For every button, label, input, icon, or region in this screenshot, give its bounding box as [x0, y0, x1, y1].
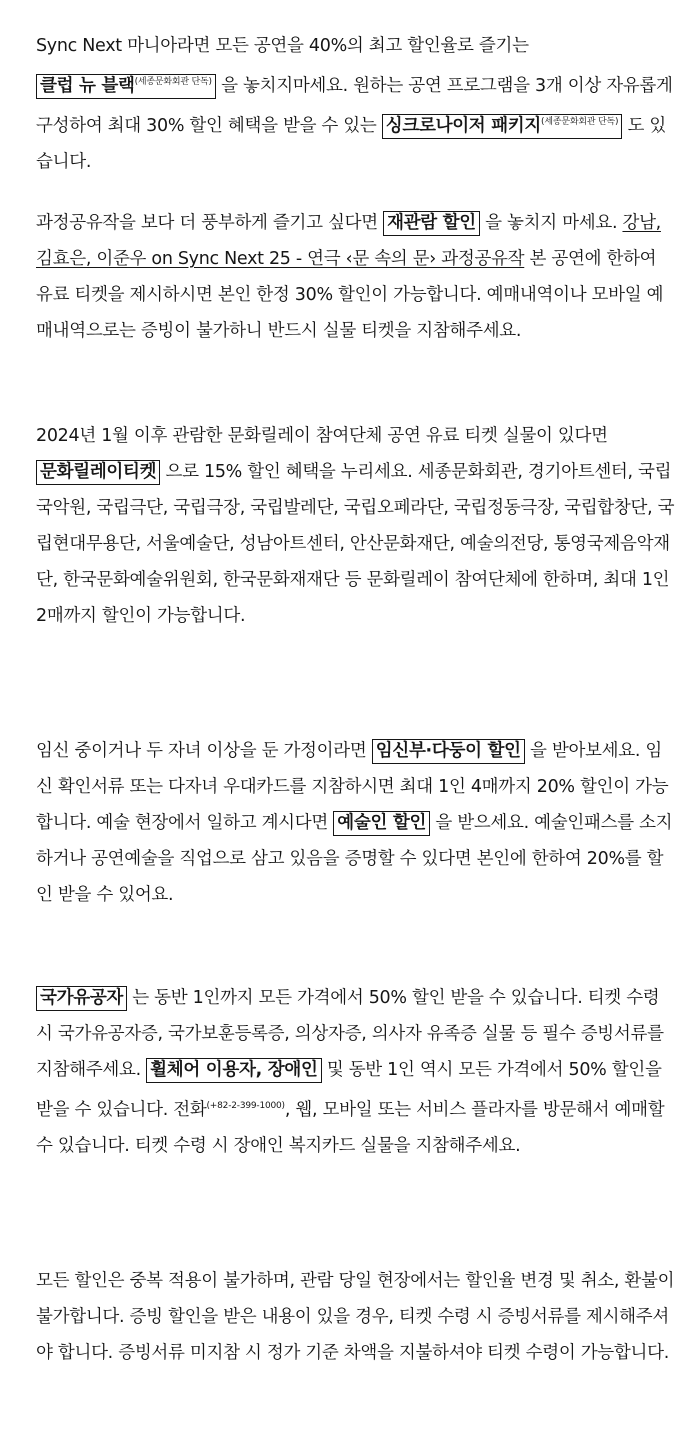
- revisit-discount-badge: 재관람 할인: [383, 211, 480, 236]
- revisit-discount-paragraph: [36, 205, 676, 349]
- general-notice-paragraph: [36, 1263, 676, 1371]
- family-intro-text: 임신 중이거나 두 자녀 이상을 둔 가정이라면: [36, 741, 367, 761]
- synchronizer-package-label: 싱크로나이저 패키지: [385, 116, 542, 136]
- phone-number[interactable]: (+82-2-399-1000): [206, 1101, 285, 1111]
- culture-relay-body-text: 으로 15% 할인 혜택을 누리세요.: [165, 462, 413, 482]
- disability-booking-text: , 웹, 모바일 또는 서비스 플라자를 방문해서 예매할 수 있습니다. 티켓 수령 시 장애인 복지카드 실물을 지참해주세요.: [36, 1100, 665, 1156]
- club-intro-text: Sync Next 마니아라면 모든 공연을 40%의 최고 할인율로 즐기는: [36, 36, 529, 56]
- revisit-intro-text: 과정공유작을 보다 더 풍부하게 즐기고 싶다면: [36, 213, 378, 233]
- culture-relay-partners-text: 세종문화회관, 경기아트센터, 국립국악원, 국립극단, 국립극장, 국립발레단, 국립오페라단, 국립정동극장, 국립합창단, 국립현대무용단, 서울예술단, 성남아트센터, 안산문화재단, 예술의전당, 통영국제음악재단, 한국문화예술위원회, 한국문화재재단 등 문화릴레이 참여단체에 한하며, 최대 1인 2매까지 할인이 가능합니다.: [36, 462, 675, 626]
- family-artist-discount-paragraph: [36, 733, 676, 913]
- package-tail-text: 도 있습니다.: [36, 116, 667, 172]
- revisit-body-text-2: 마세요.: [562, 213, 618, 233]
- culture-relay-ticket-badge: 문화릴레이티켓: [36, 460, 160, 485]
- club-package-paragraph: [36, 28, 676, 180]
- process-sharing-work-link[interactable]: 강남, 김효은, 이준우 on Sync Next 25 - 연극 ‹문 속의 문› 과정공유작: [36, 213, 661, 269]
- club-new-black-badge: [36, 74, 216, 99]
- wheelchair-disability-badge: 휠체어 이용자, 장애인: [146, 1058, 321, 1083]
- club-body-text: 을 놓치지마세요. 원하는 공연 프로그램을: [221, 76, 530, 96]
- revisit-detail-text: 본 공연에 한하여 유료 티켓을 제시하시면 본인 한정 30% 할인이 가능합니다. 예매내역이나 모바일 예매내역으로는 증빙이 불가하니 반드시 실물 티켓을 지참해주세요.: [36, 249, 664, 341]
- artist-body-text: 을 받으세요. 예술인패스를 소지하거나 공연예술을 직업으로 삼고 있음을 증명할 수 있다면 본인에 한하여 20%를 할인 받을 수 있어요.: [36, 813, 673, 905]
- national-merit-body-text: 는 동반 1인까지 모든 가격에서 50% 할인 받을 수 있습니다. 티켓 수령 시 국가유공자증, 국가보훈등록증, 의상자증, 의사자 유족증 실물 등 필수 증빙서류를 지참해주세요.: [36, 988, 664, 1080]
- synchronizer-venue-note: (세종문화회관 단독): [541, 117, 619, 127]
- package-intro-text: 3개 이상 자유롭게 구성하여 최대 30% 할인 혜택을 받을 수 있는: [36, 76, 673, 136]
- club-venue-note: (세종문화회관 단독): [134, 77, 212, 87]
- family-body-text: 을 받아보세요. 임신 확인서류 또는 다자녀 우대카드를 지참하시면 최대 1인 4매까지 20% 할인이 가능합니다. 예술 현장에서 일하고 계시다면: [36, 741, 669, 833]
- national-merit-badge: 국가유공자: [36, 986, 127, 1011]
- revisit-body-text: 을 놓치지: [485, 213, 557, 233]
- artist-discount-badge: 예술인 할인: [333, 811, 430, 836]
- merit-disability-paragraph: [36, 980, 676, 1164]
- general-notice-text: 모든 할인은 중복 적용이 불가하며, 관람 당일 현장에서는 할인율 변경 및 취소, 환불이 불가합니다. 증빙 할인을 받은 내용이 있을 경우, 티켓 수령 시 증빙서류를 제시해주셔야 합니다. 증빙서류 미지참 시 정가 기준 차액을 지불하셔야 티켓 수령이 가능합니다.: [36, 1271, 675, 1363]
- disability-body-text: 및 동반 1인 역시 모든 가격에서 50% 할인을 받을 수 있습니다. 전화: [36, 1060, 662, 1120]
- pregnant-multichild-discount-badge: 임신부·다둥이 할인: [372, 739, 525, 764]
- club-new-black-label: 클럽 뉴 블랙: [40, 76, 135, 96]
- synchronizer-package-badge: [382, 114, 623, 139]
- culture-relay-paragraph: [36, 418, 676, 634]
- culture-relay-intro-text: 2024년 1월 이후 관람한 문화릴레이 참여단체 공연 유료 티켓 실물이 있다면: [36, 426, 608, 446]
